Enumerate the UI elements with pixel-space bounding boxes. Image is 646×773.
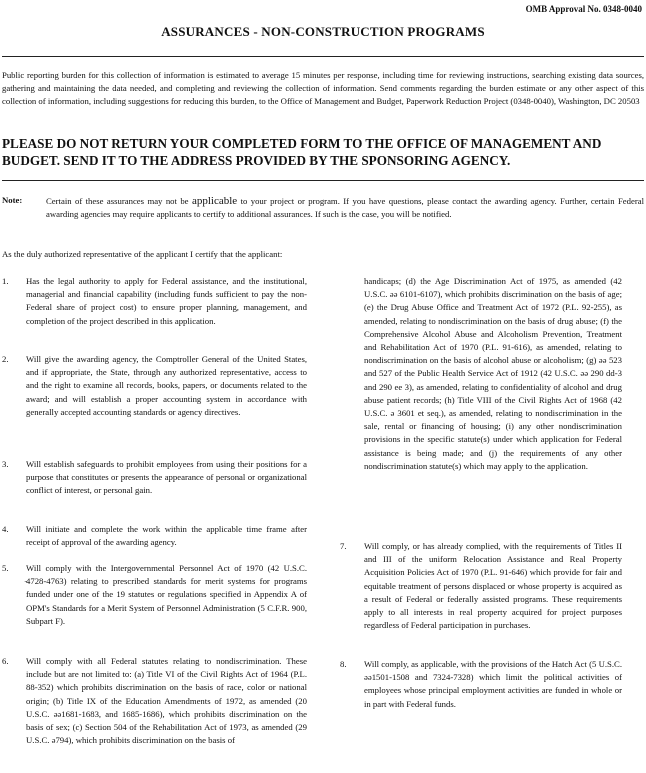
certify-statement: As the duly authorized representative of the applicant I certify that the applicant:	[2, 249, 283, 259]
assurance-number: 8.	[340, 659, 347, 669]
assurance-number: 7.	[340, 541, 347, 551]
return-warning: PLEASE DO NOT RETURN YOUR COMPLETED FORM TO THE OFFICE OF MANAGEMENT AND BUDGET. SEND IT TO THE ADDRESS PROVIDED BY THE SPONSORING AGENCY.	[2, 136, 602, 168]
note-text	[46, 195, 644, 221]
note-label: Note:	[2, 195, 23, 205]
assurance-number: 4.	[2, 524, 9, 534]
burden-statement: Public reporting burden for this collection of information is estimated to average 15 minutes per response, including time for reviewing instructions, searching existing data sources, gathering and maintaining the data needed, and completing and reviewing the collection of information. Send comments regarding the burden estimate or any other aspect of this collection of information, including suggestions for reducing this burden, to the Office of Management and Budget, Paperwork Reduction Project (0348-0040), Washington, DC 20503	[2, 70, 644, 106]
form-title: ASSURANCES - NON-CONSTRUCTION PROGRAMS	[161, 24, 485, 39]
assurance-text: Will comply, or has already complied, with the requirements of Titles II and III of the uniform Relocation Assistance and Real Property Acquisition Policies Act of 1970 (P.L. 91-646) which provide for fair and equitable treatment of persons displaced or whose property is acquired as a result of Federal or federally assisted programs. These requirements apply to all interests in real property acquired for project purposes regardless of Federal participation in purchases.	[364, 541, 622, 631]
warning-divider	[2, 180, 644, 181]
note-text-before: Certain of these assurances may not be	[46, 196, 189, 206]
assurance-number: 3.	[2, 459, 9, 469]
assurance-text: handicaps; (d) the Age Discrimination Act of 1975, as amended (42 U.S.C. əə 6101-6107), which prohibits discrimination on the basis of age; (e) the Drug Abuse Office and Treatment Act of 1972 (P.L. 92-255), as amended, relating to nondiscrimination on the basis of drug abuse; (f) the Comprehensive Alcohol Abuse and Alcoholism Prevention, Treatment and Rehabilitation Act of 1970 (P.L. 91-616), as amended, relating to nondiscrimination on the basis of alcohol abuse or alcoholism; (g) əə 523 and 527 of the Public Health Service Act of 1912 (42 U.S.C. əə 290 dd-3 and 290 ee 3), as amended, relating to confidentiality of alcohol and drug abuse patient records; (h) Title VIII of the Civil Rights Act of 1968 (42 U.S.C. ə 3601 et seq.), as amended, relating to nondiscrimination in the sale, rental or financing of housing; (i) any other nondiscrimination provisions in the specific statute(s) under which application for Federal assistance is being made; and (j) the requirements of any other nondiscrimination statute(s) which may apply to the application.	[364, 276, 622, 471]
assurance-number: 2.	[2, 354, 9, 364]
assurance-number: 1.	[2, 276, 9, 286]
assurance-text: Will comply with all Federal statutes relating to nondiscrimination. These include but are not limited to: (a) Title VI of the Civil Rights Act of 1964 (P.L. 88-352) which prohibits discrimination on the basis of race, color or national origin; (b) Title IX of the Education Amendments of 1972, as amended (20 U.S.C. əə1681-1683, and 1685-1686), which prohibits discrimination on the basis of sex; (c) Section 504 of the Rehabilitation Act of 1973, as amended (29 U.S.C. ə794), which prohibits discrimination on the basis of	[26, 656, 307, 746]
assurance-text: Will comply, as applicable, with the provisions of the Hatch Act (5 U.S.C. əə1501-1508 and 7324-7328) which limit the political activities of employees whose principal employment activities are funded in whole or in part with Federal funds.	[364, 659, 622, 709]
assurance-text: Will establish safeguards to prohibit employees from using their positions for a purpose that constitutes or presents the appearance of personal or organizational conflict of interest, or personal gain.	[26, 459, 307, 496]
assurance-text: Has the legal authority to apply for Federal assistance, and the institutional, managerial and financial capability (including funds sufficient to pay the non-Federal share of project cost) to ensure proper planning, management, and completion of the project described in this application.	[26, 276, 307, 326]
top-divider	[2, 56, 644, 57]
assurance-text: Will comply with the Intergovernmental Personnel Act of 1970 (42 U.S.C. ̵4728-4763) relating to prescribed standards for merit systems for programs funded under one of the 19 statutes or regulations specified in Appendix A of OPM's Standards for a Merit System of Personnel Administration (5 C.F.R. 900, Subpart F).	[26, 563, 307, 626]
note-text-after: to your project or program. If you have questions, please contact the awarding agency. Further, certain Federal awarding agencies may require applicants to certify to additional assurances. If such is the case, you will be notified.	[46, 196, 645, 219]
note-text-applicable: applicable	[191, 195, 238, 207]
assurance-number: 6.	[2, 656, 9, 666]
omb-approval-number: OMB Approval No. 0348-0040	[525, 4, 642, 14]
assurance-text: Will give the awarding agency, the Comptroller General of the United States, and if appropriate, the State, through any authorized representative, access to and the right to examine all records, books, papers, or documents related to the award; and will establish a proper accounting system in accordance with generally accepted accounting standards or agency directives.	[26, 354, 307, 417]
assurance-text: Will initiate and complete the work within the applicable time frame after receipt of approval of the awarding agency.	[26, 524, 307, 548]
assurance-number: 5.	[2, 563, 9, 573]
